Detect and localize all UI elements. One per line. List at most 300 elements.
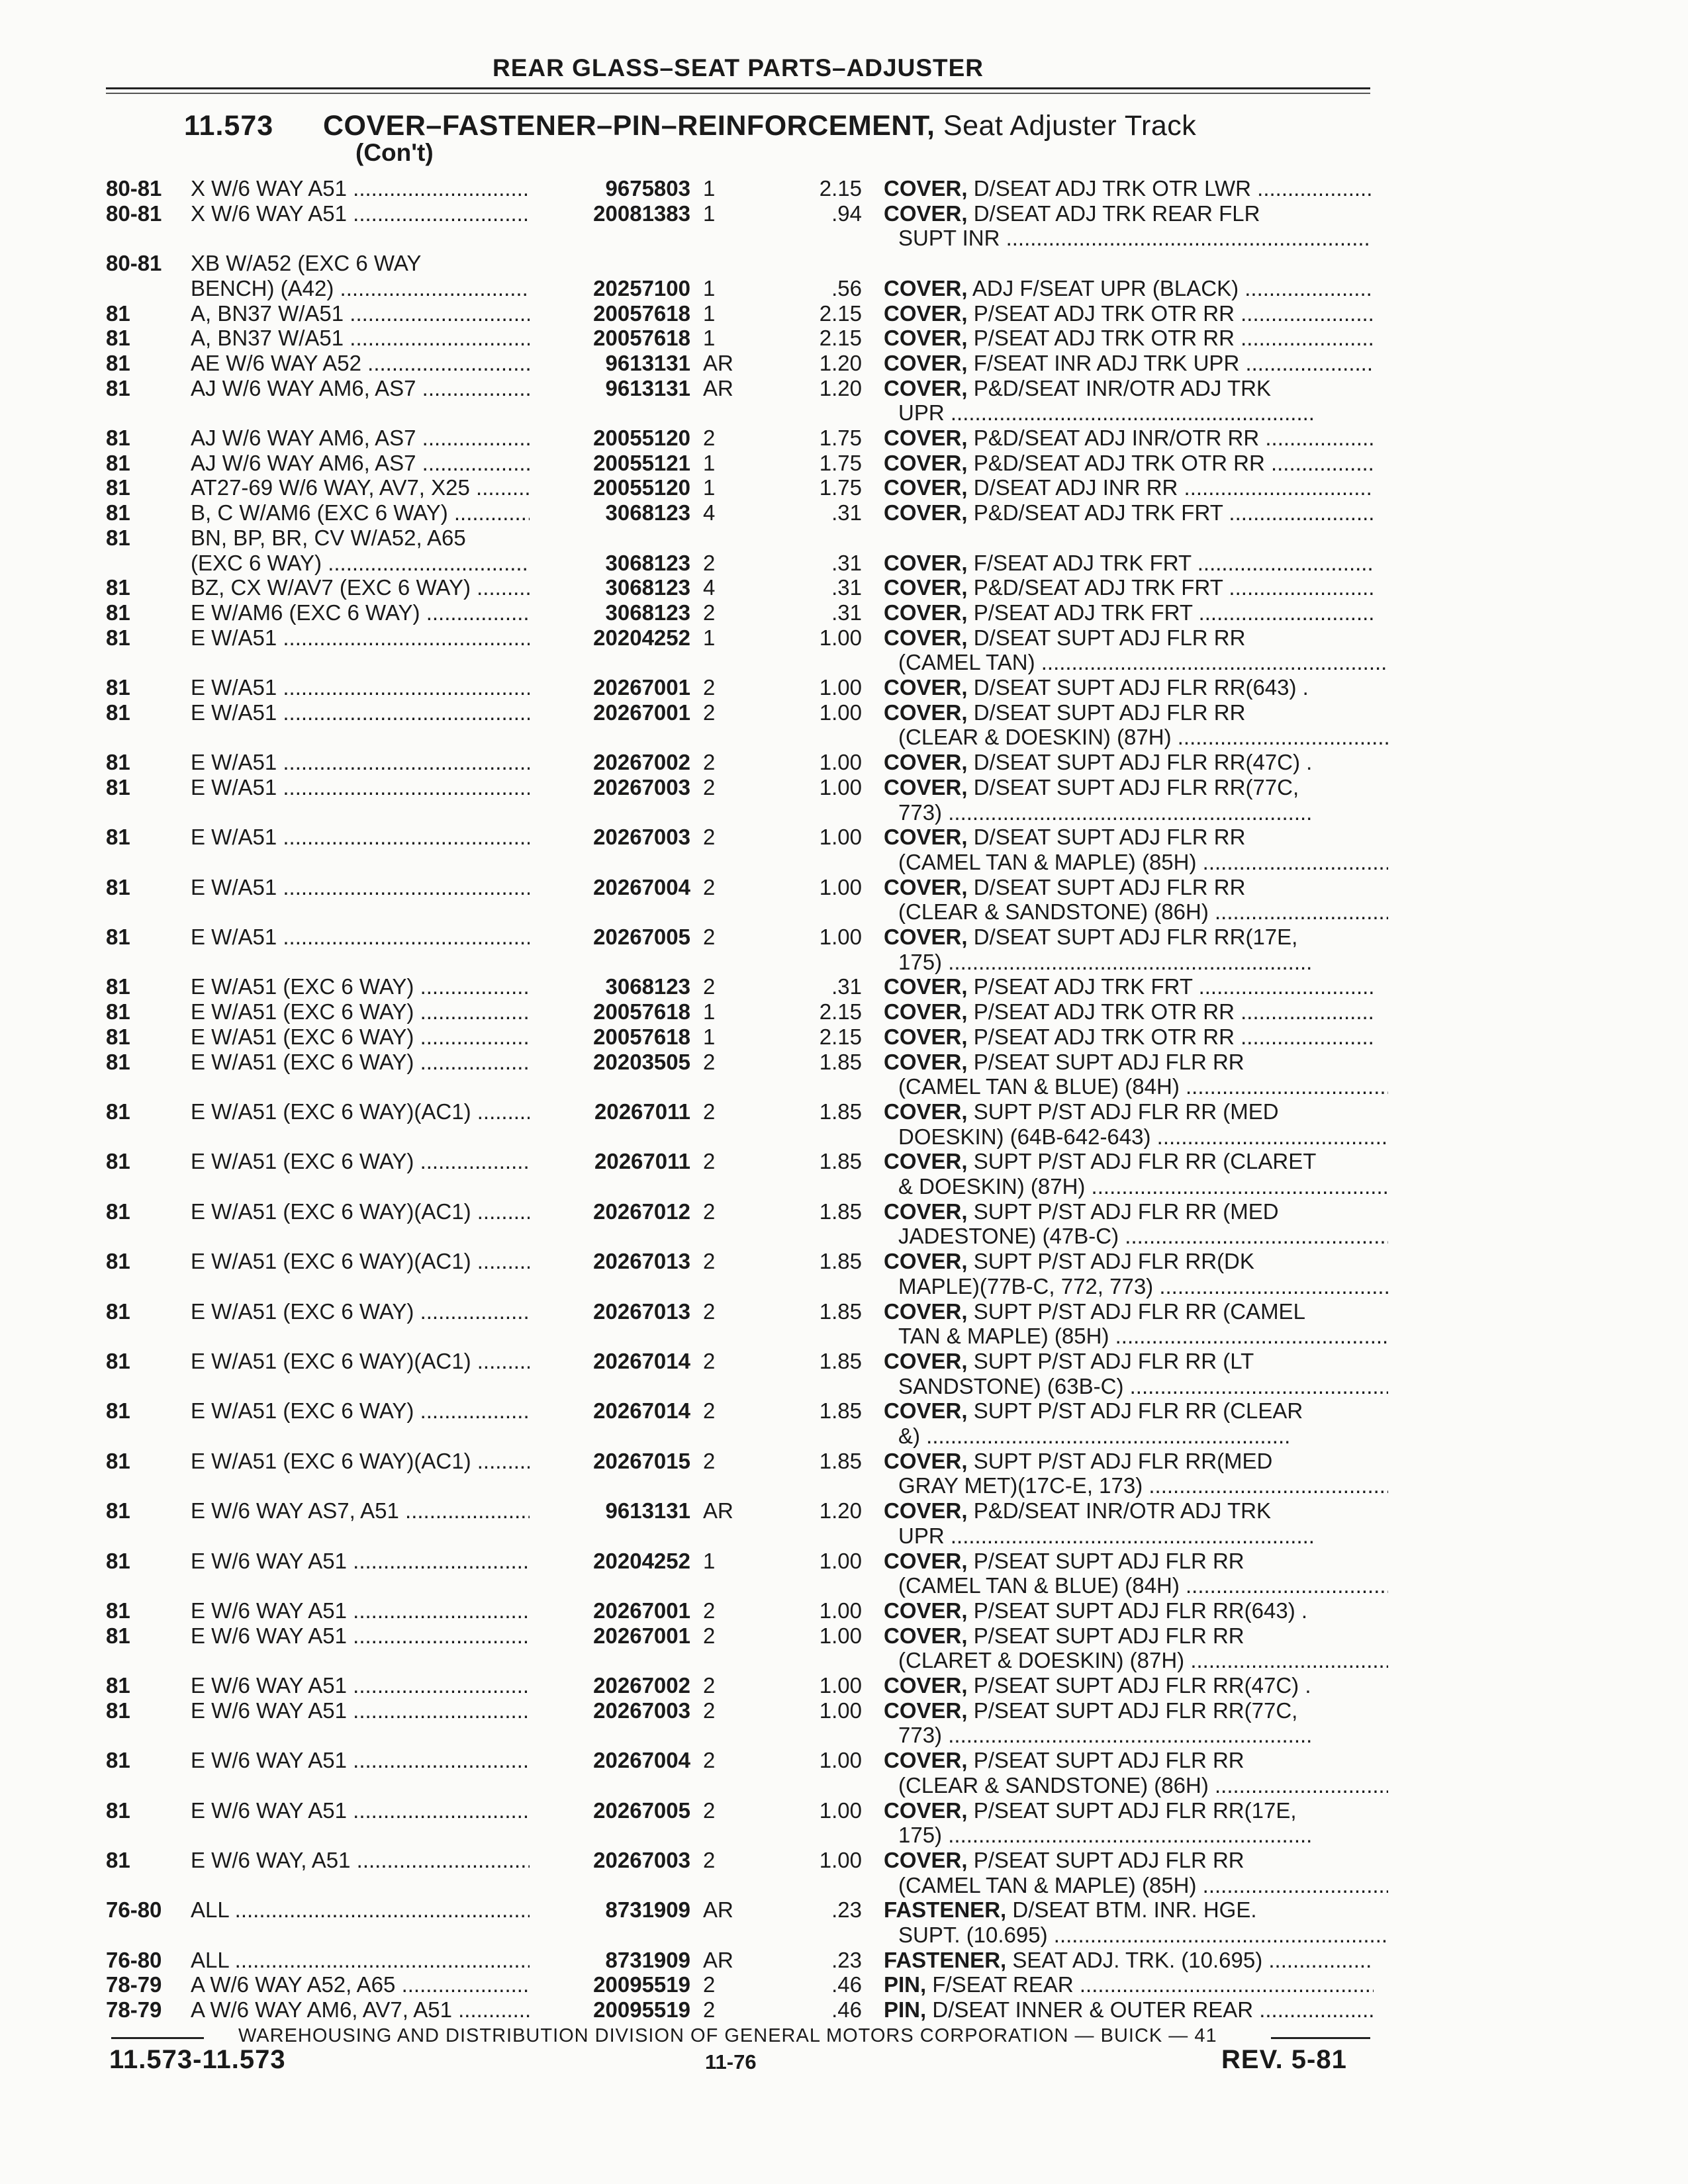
price: .23 bbox=[831, 1897, 862, 1923]
quantity: 2 bbox=[703, 1249, 716, 1274]
quantity: 1 bbox=[703, 176, 716, 201]
description-text: P/SEAT SUPT ADJ FLR RR(77C, bbox=[973, 1698, 1298, 1723]
year: 81 bbox=[106, 475, 130, 500]
list-item bbox=[0, 600, 1688, 625]
model: A W/6 WAY A52, A65 ..... bbox=[191, 1972, 548, 1997]
part-number: 20267013 bbox=[530, 1299, 690, 1324]
price: 1.85 bbox=[819, 1348, 862, 1373]
year: 81 bbox=[106, 500, 130, 525]
description-keyword: COVER, bbox=[884, 475, 968, 500]
description-keyword: COVER, bbox=[884, 825, 968, 850]
description bbox=[884, 176, 1374, 201]
year: 81 bbox=[106, 1049, 130, 1074]
description bbox=[884, 1897, 1374, 1923]
price: 1.00 bbox=[819, 774, 862, 799]
description-keyword: COVER, bbox=[884, 1348, 968, 1373]
description-continuation bbox=[0, 1074, 1688, 1099]
year: 81 bbox=[106, 1797, 130, 1823]
price: .94 bbox=[831, 201, 862, 226]
year: 78-79 bbox=[106, 1972, 162, 1997]
model: E W/6 WAY A51 ..... bbox=[191, 1598, 548, 1623]
model: AE W/6 WAY A52 ..... bbox=[191, 351, 548, 376]
description-continuation-text: JADESTONE) (47B-C) ..... bbox=[898, 1224, 1388, 1249]
description-keyword: COVER, bbox=[884, 326, 968, 351]
description-text: D/SEAT SUPT ADJ FLR RR(77C, bbox=[973, 774, 1299, 799]
quantity: 2 bbox=[703, 1847, 716, 1872]
list-item bbox=[0, 700, 1688, 725]
year: 81 bbox=[106, 1623, 130, 1648]
price: .46 bbox=[831, 1997, 862, 2023]
list-item bbox=[0, 1199, 1688, 1224]
description-continuation-text: TAN & MAPLE) (85H) ..... bbox=[898, 1324, 1388, 1349]
list-item bbox=[0, 925, 1688, 950]
quantity: 1 bbox=[703, 475, 716, 500]
model: E W/A51 (EXC 6 WAY)(AC1) ..... bbox=[191, 1249, 548, 1274]
list-item bbox=[0, 1598, 1688, 1623]
model: AJ W/6 WAY AM6, AS7 ..... bbox=[191, 451, 548, 476]
description-continuation-text: GRAY MET)(17C-E, 173) ..... bbox=[898, 1473, 1388, 1498]
description-text: SUPT P/ST ADJ FLR RR (CAMEL bbox=[973, 1298, 1305, 1324]
year: 80-81 bbox=[106, 201, 162, 226]
description-keyword: COVER, bbox=[884, 426, 968, 450]
description-keyword: COVER, bbox=[884, 1049, 968, 1074]
description bbox=[884, 1549, 1374, 1574]
year: 81 bbox=[106, 974, 130, 999]
description-continuation-text: (CLEAR & SANDSTONE) (86H) ..... bbox=[898, 1773, 1388, 1798]
description-continuation bbox=[0, 1648, 1688, 1673]
description-keyword: FASTENER, bbox=[884, 1947, 1007, 1972]
part-number: 20267013 bbox=[530, 1249, 690, 1274]
quantity: AR bbox=[703, 375, 733, 400]
part-number: 20081383 bbox=[530, 201, 690, 226]
description bbox=[884, 1099, 1374, 1124]
description-text: D/SEAT INNER & OUTER REAR bbox=[932, 1997, 1254, 2023]
price: 1.85 bbox=[819, 1448, 862, 1473]
part-number: 20095519 bbox=[530, 1997, 690, 2023]
price: 1.85 bbox=[819, 1298, 862, 1324]
model: E W/A51 ..... bbox=[191, 625, 548, 651]
price: 1.00 bbox=[819, 625, 862, 650]
price: 1.00 bbox=[819, 925, 862, 949]
description-keyword: COVER, bbox=[884, 575, 968, 600]
year: 81 bbox=[106, 675, 130, 700]
description-text: F/SEAT ADJ TRK FRT bbox=[973, 550, 1192, 575]
part-number: 20204252 bbox=[530, 625, 690, 651]
part-number: 20267003 bbox=[530, 825, 690, 850]
quantity: 1 bbox=[703, 326, 716, 351]
quantity: 2 bbox=[703, 1797, 716, 1823]
description bbox=[884, 1623, 1374, 1649]
footer-rule-left bbox=[111, 2037, 204, 2039]
list-item bbox=[0, 1997, 1688, 2023]
list-item bbox=[0, 351, 1688, 376]
section-title-rest: Seat Adjuster Track bbox=[943, 110, 1197, 142]
description-text: SUPT P/ST ADJ FLR RR (CLARET bbox=[973, 1149, 1317, 1174]
description-text: P&D/SEAT INR/OTR ADJ TRK bbox=[973, 1498, 1271, 1524]
quantity: 2 bbox=[703, 1348, 716, 1373]
description-continuation-text: (CAMEL TAN & MAPLE) (85H) ..... bbox=[898, 1873, 1388, 1898]
description-keyword: COVER, bbox=[884, 176, 968, 201]
year: 76-80 bbox=[106, 1947, 162, 1972]
quantity: 2 bbox=[703, 1099, 716, 1124]
description-continuation bbox=[0, 800, 1688, 825]
price: 1.85 bbox=[819, 1049, 862, 1074]
description-keyword: COVER, bbox=[884, 974, 968, 999]
description-text: P/SEAT SUPT ADJ FLR RR bbox=[973, 1049, 1244, 1074]
description-keyword: COVER, bbox=[884, 874, 968, 899]
description-continuation-text: (CAMEL TAN & BLUE) (84H) ..... bbox=[898, 1573, 1388, 1598]
price: 1.75 bbox=[819, 475, 862, 500]
model: E W/A51 (EXC 6 WAY) ..... bbox=[191, 1024, 548, 1050]
description-continuation-text: 175) ..... bbox=[898, 1823, 1388, 1848]
year: 81 bbox=[106, 300, 130, 326]
list-item bbox=[0, 1050, 1688, 1075]
quantity: 2 bbox=[703, 1298, 716, 1324]
description-continuation bbox=[0, 1823, 1688, 1848]
description bbox=[884, 625, 1374, 651]
part-number: 20267003 bbox=[530, 1698, 690, 1723]
model: E W/A51 (EXC 6 WAY) ..... bbox=[191, 1398, 548, 1424]
quantity: 2 bbox=[703, 974, 716, 999]
part-number: 9613131 bbox=[530, 1498, 690, 1524]
description bbox=[884, 1050, 1374, 1075]
list-item bbox=[0, 301, 1688, 326]
list-item bbox=[0, 525, 1688, 551]
description-continuation-text: MAPLE)(77B-C, 772, 773) ..... bbox=[898, 1274, 1388, 1299]
description-text: ADJ F/SEAT UPR (BLACK) bbox=[972, 275, 1239, 300]
description-text: P/SEAT ADJ TRK OTR RR bbox=[973, 999, 1235, 1024]
description bbox=[884, 825, 1374, 850]
description-text: D/SEAT SUPT ADJ FLR RR bbox=[973, 700, 1246, 725]
list-item bbox=[0, 974, 1688, 999]
model: A W/6 WAY AM6, AV7, A51 ..... bbox=[191, 1997, 548, 2023]
price: 1.00 bbox=[819, 675, 862, 700]
year: 81 bbox=[106, 874, 130, 899]
description-keyword: COVER, bbox=[884, 1748, 968, 1773]
description bbox=[884, 1249, 1374, 1274]
description bbox=[884, 1698, 1374, 1723]
description-continuation bbox=[0, 950, 1688, 975]
description-text: D/SEAT SUPT ADJ FLR RR bbox=[973, 825, 1246, 850]
description bbox=[884, 326, 1374, 351]
part-number: 20267015 bbox=[530, 1449, 690, 1474]
footer-page-number: 11-76 bbox=[705, 2050, 757, 2073]
list-item bbox=[0, 750, 1688, 775]
list-item bbox=[0, 1948, 1688, 1973]
description-keyword: COVER, bbox=[884, 1623, 968, 1648]
part-number: 20057618 bbox=[530, 326, 690, 351]
description bbox=[884, 1449, 1374, 1474]
description-keyword: COVER, bbox=[884, 1847, 968, 1872]
description-continuation-text: (CAMEL TAN & MAPLE) (85H) ..... bbox=[898, 850, 1388, 875]
model: X W/6 WAY A51 ..... bbox=[191, 176, 548, 201]
description-keyword: COVER, bbox=[884, 1024, 968, 1049]
description bbox=[884, 1498, 1374, 1524]
list-item bbox=[0, 825, 1688, 850]
year: 81 bbox=[106, 600, 130, 625]
list-item bbox=[0, 176, 1688, 201]
description bbox=[884, 500, 1374, 525]
quantity: 1 bbox=[703, 300, 716, 326]
quantity: 4 bbox=[703, 575, 716, 600]
year: 81 bbox=[106, 750, 130, 775]
description-text: P/SEAT ADJ TRK OTR RR bbox=[973, 326, 1235, 351]
list-item bbox=[0, 1549, 1688, 1574]
year: 81 bbox=[106, 825, 130, 850]
description-text: D/SEAT SUPT ADJ FLR RR(47C) . bbox=[973, 750, 1313, 775]
quantity: 1 bbox=[703, 1024, 716, 1049]
list-item bbox=[0, 475, 1688, 500]
year: 81 bbox=[106, 1398, 130, 1424]
list-item bbox=[0, 675, 1688, 700]
part-number: 20267004 bbox=[530, 875, 690, 900]
model: E W/A51 ..... bbox=[191, 675, 548, 700]
description-continuation bbox=[0, 1573, 1688, 1598]
model: E W/6 WAY, A51 ..... bbox=[191, 1848, 548, 1873]
list-item bbox=[0, 999, 1688, 1024]
description bbox=[884, 600, 1374, 625]
description-text: P/SEAT SUPT ADJ FLR RR(47C) . bbox=[973, 1673, 1311, 1698]
list-item bbox=[0, 575, 1688, 600]
price: 2.15 bbox=[819, 1024, 862, 1049]
description-continuation-text: SUPT INR ..... bbox=[898, 226, 1388, 251]
quantity: AR bbox=[703, 1897, 733, 1923]
list-item bbox=[0, 251, 1688, 276]
model: AT27-69 W/6 WAY, AV7, X25 ..... bbox=[191, 475, 548, 500]
description-keyword: COVER, bbox=[884, 1448, 968, 1473]
description-text: SUPT P/ST ADJ FLR RR (MED bbox=[973, 1099, 1279, 1124]
quantity: 1 bbox=[703, 1548, 716, 1573]
part-number: 3068123 bbox=[530, 575, 690, 600]
model: E W/A51 (EXC 6 WAY)(AC1) ..... bbox=[191, 1449, 548, 1474]
part-number: 20095519 bbox=[530, 1972, 690, 1997]
description-keyword: PIN, bbox=[884, 1997, 927, 2023]
part-number: 20267011 bbox=[530, 1149, 690, 1174]
description-keyword: COVER, bbox=[884, 1149, 968, 1174]
description-keyword: COVER, bbox=[884, 1673, 968, 1698]
description-text: P/SEAT SUPT ADJ FLR RR bbox=[973, 1548, 1244, 1573]
year: 81 bbox=[106, 1199, 130, 1224]
model: BN, BP, BR, CV W/A52, A65 bbox=[191, 525, 466, 550]
model: E W/6 WAY A51 ..... bbox=[191, 1673, 548, 1698]
list-item bbox=[0, 1349, 1688, 1374]
model: E W/A51 (EXC 6 WAY)(AC1) ..... bbox=[191, 1199, 548, 1224]
price: 2.15 bbox=[819, 176, 862, 201]
list-item bbox=[0, 775, 1688, 800]
description-continuation bbox=[0, 850, 1688, 875]
description-text: P/SEAT SUPT ADJ FLR RR bbox=[973, 1623, 1244, 1648]
description-continuation-text: (CLARET & DOESKIN) (87H) ..... bbox=[898, 1648, 1388, 1673]
model: A, BN37 W/A51 ..... bbox=[191, 326, 548, 351]
price: 1.00 bbox=[819, 1598, 862, 1623]
model: E W/A51 (EXC 6 WAY)(AC1) ..... bbox=[191, 1349, 548, 1374]
description-keyword: COVER, bbox=[884, 999, 968, 1024]
part-number: 20055121 bbox=[530, 451, 690, 476]
footer-division: WAREHOUSING AND DISTRIBUTION DIVISION OF GENERAL MOTORS CORPORATION — BUICK — 41 bbox=[238, 2025, 1217, 2046]
description-text: P/SEAT SUPT ADJ FLR RR(17E, bbox=[973, 1797, 1297, 1823]
price: 1.00 bbox=[819, 1623, 862, 1648]
price: 1.00 bbox=[819, 750, 862, 775]
description bbox=[884, 1299, 1374, 1324]
description-keyword: COVER, bbox=[884, 700, 968, 725]
list-item bbox=[0, 1249, 1688, 1274]
description-continuation bbox=[0, 650, 1688, 675]
description bbox=[884, 1972, 1374, 1997]
description bbox=[884, 974, 1374, 999]
price: 1.85 bbox=[819, 1249, 862, 1274]
model: (EXC 6 WAY) ..... bbox=[191, 551, 548, 576]
description-text: F/SEAT INR ADJ TRK UPR bbox=[973, 350, 1240, 375]
footer-range: 11.573-11.573 bbox=[109, 2045, 286, 2074]
list-item bbox=[0, 1299, 1688, 1324]
price: 1.85 bbox=[819, 1099, 862, 1124]
description-continuation bbox=[0, 1473, 1688, 1498]
description-keyword: COVER, bbox=[884, 1099, 968, 1124]
description-keyword: COVER, bbox=[884, 1398, 968, 1424]
description-keyword: COVER, bbox=[884, 750, 968, 775]
part-number: 20267014 bbox=[530, 1349, 690, 1374]
list-item bbox=[0, 1149, 1688, 1174]
description bbox=[884, 1848, 1374, 1873]
price: .31 bbox=[831, 500, 862, 525]
description-text: P/SEAT ADJ TRK OTR RR bbox=[973, 300, 1235, 326]
year: 78-79 bbox=[106, 1997, 162, 2023]
description-keyword: COVER, bbox=[884, 350, 968, 375]
list-item bbox=[0, 1398, 1688, 1424]
part-number: 20267004 bbox=[530, 1748, 690, 1773]
part-number: 8731909 bbox=[530, 1897, 690, 1923]
quantity: 2 bbox=[703, 550, 716, 575]
model: E W/6 WAY A51 ..... bbox=[191, 1798, 548, 1823]
description-text: SEAT ADJ. TRK. (10.695) bbox=[1012, 1947, 1263, 1972]
description-continuation bbox=[0, 226, 1688, 251]
list-item bbox=[0, 451, 1688, 476]
part-number: 20267014 bbox=[530, 1398, 690, 1424]
description-continuation bbox=[0, 1923, 1688, 1948]
part-number: 20267002 bbox=[530, 750, 690, 775]
price: 1.00 bbox=[819, 825, 862, 850]
description-text: D/SEAT ADJ TRK OTR LWR bbox=[973, 176, 1251, 201]
quantity: AR bbox=[703, 350, 733, 375]
description-continuation-text: UPR ..... bbox=[898, 1524, 1388, 1549]
year: 81 bbox=[106, 375, 130, 400]
quantity: 2 bbox=[703, 1997, 716, 2023]
quantity: 2 bbox=[703, 1748, 716, 1773]
part-number: 20055120 bbox=[530, 426, 690, 451]
description-continuation-text: 773) ..... bbox=[898, 800, 1388, 825]
price: 1.00 bbox=[819, 1748, 862, 1773]
part-number: 20057618 bbox=[530, 999, 690, 1024]
model: E W/6 WAY AS7, A51 ..... bbox=[191, 1498, 548, 1524]
year: 81 bbox=[106, 1698, 130, 1723]
price: .31 bbox=[831, 575, 862, 600]
list-item bbox=[0, 1024, 1688, 1050]
year: 81 bbox=[106, 1448, 130, 1473]
model: XB W/A52 (EXC 6 WAY bbox=[191, 251, 422, 276]
model: E W/6 WAY A51 ..... bbox=[191, 1623, 548, 1649]
part-number: 9675803 bbox=[530, 176, 690, 201]
year: 81 bbox=[106, 1099, 130, 1124]
model: E W/A51 ..... bbox=[191, 825, 548, 850]
part-number: 20267003 bbox=[530, 1848, 690, 1873]
description-continuation bbox=[0, 1174, 1688, 1199]
description-continuation-text: &) ..... bbox=[898, 1424, 1388, 1449]
year: 81 bbox=[106, 774, 130, 799]
part-number: 9613131 bbox=[530, 351, 690, 376]
price: 1.00 bbox=[819, 1673, 862, 1698]
description-keyword: COVER, bbox=[884, 550, 968, 575]
part-number: 20203505 bbox=[530, 1050, 690, 1075]
model: BZ, CX W/AV7 (EXC 6 WAY) ..... bbox=[191, 575, 548, 600]
year: 81 bbox=[106, 525, 130, 550]
description bbox=[884, 276, 1374, 301]
model: B, C W/AM6 (EXC 6 WAY) ..... bbox=[191, 500, 548, 525]
list-item bbox=[0, 1897, 1688, 1923]
quantity: 1 bbox=[703, 275, 716, 300]
description-keyword: COVER, bbox=[884, 774, 968, 799]
section-continued: (Con't) bbox=[355, 139, 434, 166]
price: .23 bbox=[831, 1947, 862, 1972]
part-number: 20257100 bbox=[530, 276, 690, 301]
part-number: 20267001 bbox=[530, 1598, 690, 1623]
list-item bbox=[0, 625, 1688, 651]
description-text: SUPT P/ST ADJ FLR RR(MED bbox=[973, 1448, 1273, 1473]
part-number: 20267001 bbox=[530, 700, 690, 725]
year: 81 bbox=[106, 1498, 130, 1524]
description-continuation bbox=[0, 1124, 1688, 1150]
description-keyword: COVER, bbox=[884, 1498, 968, 1524]
description bbox=[884, 675, 1374, 700]
list-item bbox=[0, 1623, 1688, 1649]
quantity: 2 bbox=[703, 925, 716, 949]
list-item bbox=[0, 1848, 1688, 1873]
quantity: 2 bbox=[703, 1698, 716, 1723]
model: BENCH) (A42) ..... bbox=[191, 276, 548, 301]
model: AJ W/6 WAY AM6, AS7 ..... bbox=[191, 426, 548, 451]
price: 1.00 bbox=[819, 700, 862, 725]
quantity: 2 bbox=[703, 1972, 716, 1997]
part-number: 3068123 bbox=[530, 600, 690, 625]
description-keyword: COVER, bbox=[884, 1249, 968, 1274]
description-continuation-text: (CLEAR & SANDSTONE) (86H) ..... bbox=[898, 899, 1388, 925]
description-text: D/SEAT ADJ TRK REAR FLR bbox=[973, 201, 1260, 226]
part-number: 20204252 bbox=[530, 1549, 690, 1574]
quantity: AR bbox=[703, 1947, 733, 1972]
model: E W/A51 (EXC 6 WAY) ..... bbox=[191, 974, 548, 999]
year: 81 bbox=[106, 1348, 130, 1373]
price: 1.75 bbox=[819, 450, 862, 475]
description bbox=[884, 351, 1374, 376]
description-continuation-text: (CAMEL TAN) ..... bbox=[898, 650, 1388, 675]
price: .46 bbox=[831, 1972, 862, 1997]
list-item bbox=[0, 500, 1688, 525]
part-number: 20267002 bbox=[530, 1673, 690, 1698]
description-continuation-text: SUPT. (10.695) ..... bbox=[898, 1923, 1388, 1948]
year: 81 bbox=[106, 575, 130, 600]
model: E W/6 WAY A51 ..... bbox=[191, 1549, 548, 1574]
quantity: AR bbox=[703, 1498, 733, 1524]
description bbox=[884, 426, 1374, 451]
description-text: D/SEAT SUPT ADJ FLR RR bbox=[973, 625, 1246, 650]
model: E W/6 WAY A51 ..... bbox=[191, 1698, 548, 1723]
year: 81 bbox=[106, 1298, 130, 1324]
list-item bbox=[0, 1798, 1688, 1823]
description bbox=[884, 750, 1374, 775]
description-text: P/SEAT SUPT ADJ FLR RR bbox=[973, 1847, 1244, 1872]
part-number: 20057618 bbox=[530, 301, 690, 326]
description-text: SUPT P/ST ADJ FLR RR (CLEAR bbox=[973, 1398, 1303, 1424]
part-number: 20267001 bbox=[530, 675, 690, 700]
